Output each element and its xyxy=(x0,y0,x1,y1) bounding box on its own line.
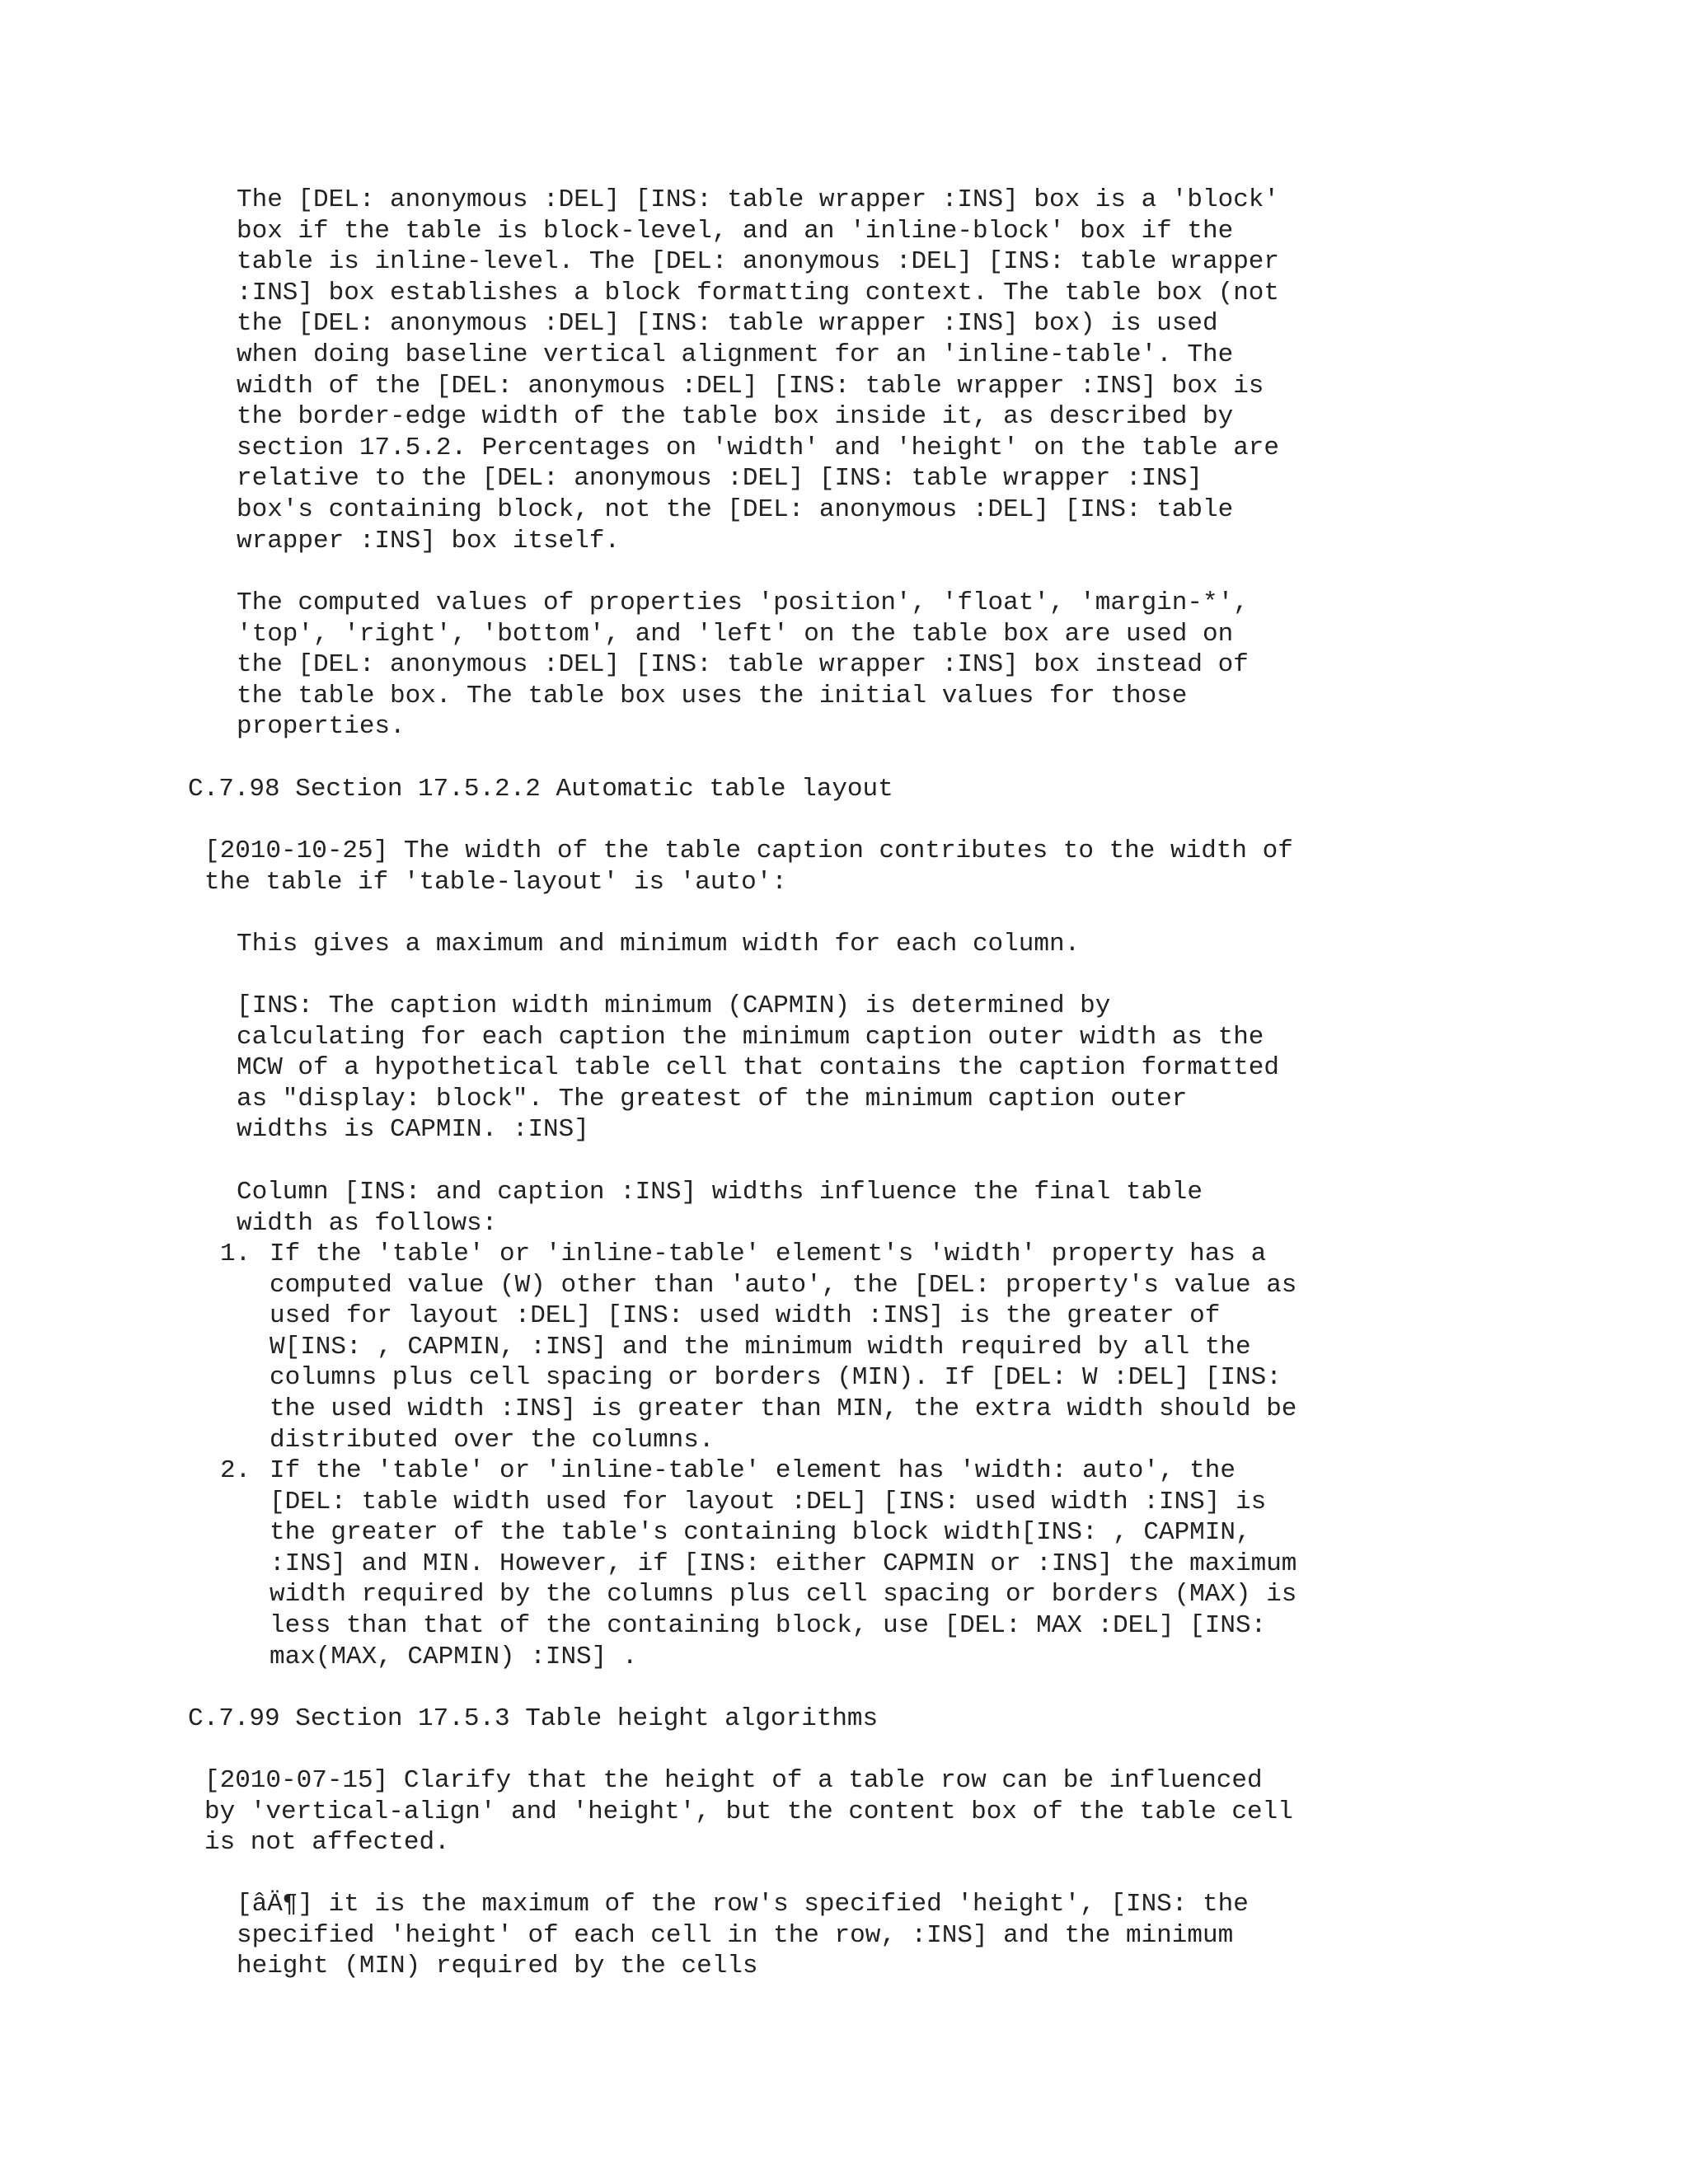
list-item-text: If the 'table' or 'inline-table' element has 'width: auto', the [DEL: table width used for layout :DEL] [INS: used width :INS] is the greater of the table's containing block width[INS: , CAPMIN, :INS] and MIN. However, if [INS: either CAPMIN or :INS] the maximum width required by the columns plus cell spacing or borders (MAX) is less than that of the containing block, use [DEL: MAX :DEL] [INS: max(MAX, CAPMIN) :INS] . xyxy=(270,1456,1297,1671)
row-height-quote: [âÄ¶] it is the maximum of the row's specified 'height', [INS: the specified 'height' of each cell in the row, :INS] and the minimum height (MIN) required by the cells xyxy=(237,1890,1249,1981)
capmin-paragraph: [INS: The caption width minimum (CAPMIN) is determined by calculating for each caption the minimum caption outer width as the MCW of a hypothetical table cell that contains the caption formatted as "display: block". The greatest of the minimum caption outer widths is CAPMIN. :INS] xyxy=(237,991,1280,1145)
section-heading-automatic-table-layout: C.7.98 Section 17.5.2.2 Automatic table layout xyxy=(188,775,893,804)
list-item-number: 1. xyxy=(220,1240,251,1268)
computed-values-paragraph: The computed values of properties 'position', 'float', 'margin-*', 'top', 'right', 'bottom', and 'left' on the table box are used on the [DEL: anonymous :DEL] [INS: table wrapper :INS] box instead of the table box. The table box uses the initial values for those properties. xyxy=(237,588,1249,742)
row-height-note: [2010-07-15] Clarify that the height of a table row can be influenced by 'vertical-align' and 'height', but the content box of the table cell is not affected. xyxy=(204,1766,1293,1858)
wrapper-box-paragraph: The [DEL: anonymous :DEL] [INS: table wrapper :INS] box is a 'block' box if the table is block-level, and an 'inline-block' box if the table is inline-level. The [DEL: anonymous :DEL] [INS: table wrapper :INS] box establishes a block formatting context. The table box (not the [DEL: anonymous :DEL] [INS: table wrapper :INS] box) is used when doing baseline vertical alignment for an 'inline-table'. The width of the [DEL: anonymous :DEL] [INS: table wrapper :INS] box is the border-edge width of the table box inside it, as described by section 17.5.2. Percentages on 'width' and 'height' on the table are relative to the [DEL: anonymous :DEL] [INS: table wrapper :INS] box's containing block, not the [DEL: anonymous :DEL] [INS: table wrapper :INS] box itself. xyxy=(237,185,1280,555)
column-widths-paragraph: Column [INS: and caption :INS] widths influence the final table width as follows: xyxy=(237,1178,1203,1238)
list-item-text: If the 'table' or 'inline-table' element's 'width' property has a computed value (W) other than 'auto', the [DEL: property's value as used for layout :DEL] [INS: used width :INS] is the greater of W[INS: , CAPMIN, :INS] and the minimum width required by all the columns plus cell spacing or borders (MIN). If [DEL: W :DEL] [INS: the used width :INS] is greater than MIN, the extra width should be distributed over the columns. xyxy=(270,1240,1297,1455)
max-min-width-paragraph: This gives a maximum and minimum width for each column. xyxy=(237,930,1081,958)
list-item-number: 2. xyxy=(220,1456,251,1485)
caption-width-note: [2010-10-25] The width of the table caption contributes to the width of the table if 'table-layout' is 'auto': xyxy=(204,837,1293,897)
section-heading-table-height-algorithms: C.7.99 Section 17.5.3 Table height algorithms xyxy=(188,1704,879,1733)
